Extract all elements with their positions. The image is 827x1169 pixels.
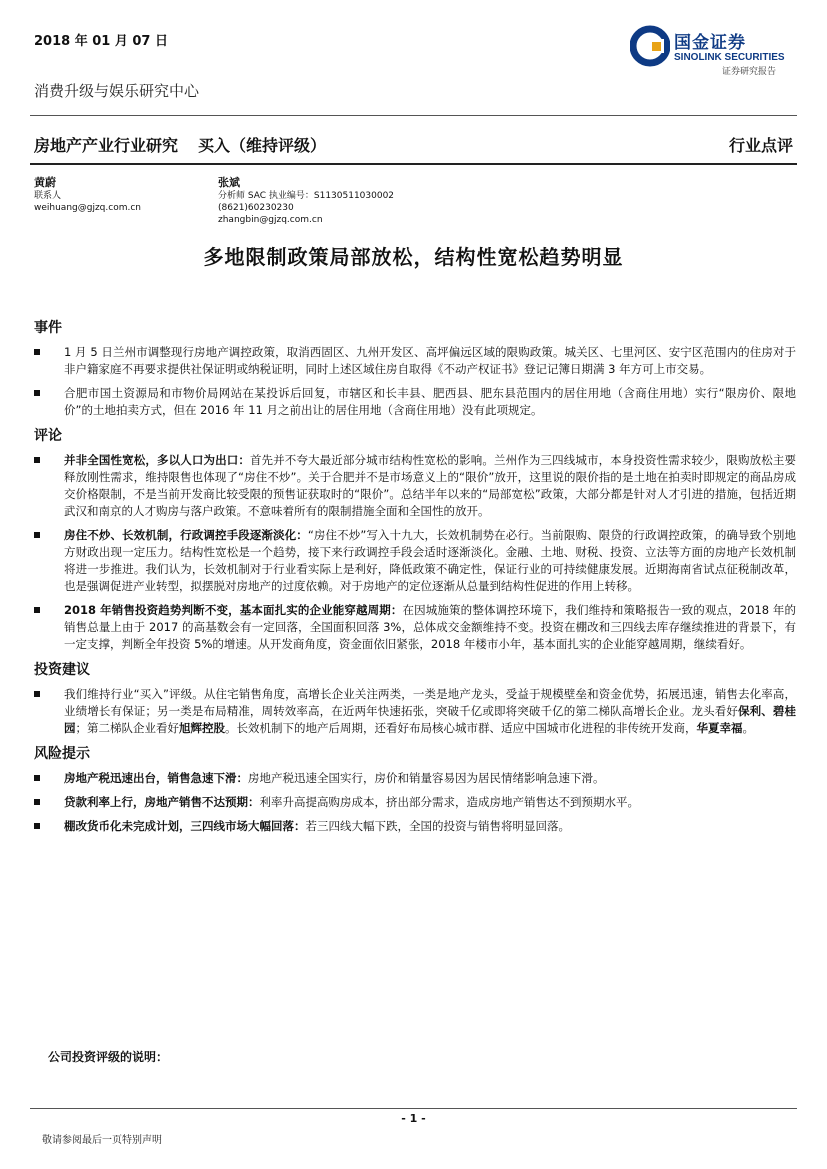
logo-mark-icon xyxy=(630,24,670,68)
report-category: 行业点评 xyxy=(728,136,793,155)
section-heading-comment: 评论 xyxy=(34,428,62,444)
section-heading-advice: 投资建议 xyxy=(34,662,90,678)
list-item: 并非全国性宽松，多以人口为出口：首先并不夸大最近部分城市结构性宽松的影响。兰州作为三四线城市，本身投资性需求较少，限购放松主要释放刚性需求，维持限售也体现了“房住不炒”。关于合肥并不是市场意义上的“限价”放开，这里说的限价指的是土地在拍卖时即规定的商品房成交价格限制，不是当前开发商比较受限的预售证获取时的“限价”。总结半年以来的“局部宽松”政策，大部分都是针对人才引进的措施，包括近期武汉和南京的人才购房与落户政策。不意味着所有的限制措施全面和全国性的放开。 xyxy=(34,452,796,520)
rating-note-label: 公司投资评级的说明： xyxy=(48,1050,169,1064)
author-email: zhangbin@gjzq.com.cn xyxy=(218,215,323,225)
list-item: 房住不炒、长效机制，行政调控手段逐渐淡化：“房住不炒”写入十九大，长效机制势在必行。当前限购、限贷的行政调控政策，的确导致个别地方财政出现一定压力。结构性宽松是一个趋势，接下来行政调控手段会适时逐渐淡化。金融、土地、财税、投资、立法等方面的房地产长效机制将进一步推进。我们认为，长效机制对于行业看实际上是利好，降低政策不确定性，保证行业的可持续健康发展。近期海南省试点征税制改革，也是强调促进产业转型，拟摆脱对房地产的过度依赖。对于房地产的定位逐渐从总量到结构性促进的作用上转移。 xyxy=(34,527,796,595)
bullet-square-icon xyxy=(34,390,40,396)
list-item: 房地产税迅速出台，销售急速下滑：房地产税迅速全国实行，房价和销量容易因为居民情绪影响急速下滑。 xyxy=(34,770,796,787)
section-heading-risk: 风险提示 xyxy=(34,746,90,762)
page-number: - 1 - xyxy=(401,1112,426,1125)
author-block-2 xyxy=(218,175,394,226)
bullet-square-icon xyxy=(34,691,40,697)
report-date: 2018 年 01 月 07 日 xyxy=(34,34,168,49)
author-name: 黄蔚 xyxy=(34,176,56,189)
rating-badge: 买入（维持评级） xyxy=(198,136,327,155)
section-heading-event: 事件 xyxy=(34,320,62,336)
list-item: 合肥市国土资源局和市物价局网站在某投诉后回复，市辖区和长丰县、肥西县、肥东县范围内的居住用地（含商住用地）实行“限房价、限地价”的土地拍卖方式，但在 2016 年 11 月之前出让的居住用地（含商住用地）没有此项规定。 xyxy=(34,385,796,419)
bullet-square-icon xyxy=(34,823,40,829)
author-license: 分析师 SAC 执业编号：S1130511030002 xyxy=(218,191,395,201)
report-body xyxy=(34,318,796,842)
list-item: 1 月 5 日兰州市调整现行房地产调控政策，取消西固区、九州开发区、高坪偏远区域的限购政策。城关区、七里河区、安宁区范围内的住房对于非户籍家庭不再要求提供社保证明或纳税证明，同时上述区域住房自取得《不动产权证书》登记记簿日期满 3 年方可上市交易。 xyxy=(34,344,796,378)
list-item: 我们维持行业“买入”评级。从住宅销售角度，高增长企业关注两类，一类是地产龙头，受益于规模壁垒和资金优势，拓展迅速，销售去化率高，业绩增长有保证；另一类是布局精准，周转效率高，在近两年快速拓张，突破千亿或即将突破千亿的第二梯队高增长企业。龙头看好保利、碧桂园；第二梯队企业看好旭辉控股。长效机制下的地产后周期，还看好布局核心城市群、适应中国城市化进程的非传统开发商，华夏幸福。 xyxy=(34,686,796,737)
list-item: 棚改货币化未完成计划，三四线市场大幅回落：若三四线大幅下跌，全国的投资与销售将明显回落。 xyxy=(34,818,796,835)
header-divider-top xyxy=(30,115,797,116)
author-role: 联系人 xyxy=(34,191,62,201)
bullet-square-icon xyxy=(34,799,40,805)
author-block-1 xyxy=(34,175,141,214)
author-phone: (8621)60230230 xyxy=(218,203,294,213)
bullet-square-icon xyxy=(34,349,40,355)
industry-rating-line xyxy=(34,133,346,156)
bullet-square-icon xyxy=(34,532,40,538)
bullet-square-icon xyxy=(34,607,40,613)
report-type-label: 证券研究报告 xyxy=(722,67,777,77)
research-center-name: 消费升级与娱乐研究中心 xyxy=(34,82,200,100)
bullet-square-icon xyxy=(34,457,40,463)
list-item: 贷款利率上行，房地产销售不达预期：利率升高提高购房成本，挤出部分需求，造成房地产销售达不到预期水平。 xyxy=(34,794,796,811)
footer-divider xyxy=(30,1108,797,1109)
author-email: weihuang@gjzq.com.cn xyxy=(34,203,141,213)
industry-name: 房地产产业行业研究 xyxy=(34,136,179,155)
header-divider-bottom xyxy=(30,163,797,165)
report-title: 多地限制政策局部放松，结构性宽松趋势明显 xyxy=(203,245,624,269)
list-item: 2018 年销售投资趋势判断不变，基本面扎实的企业能穿越周期：在因城施策的整体调控环境下，我们维持和策略报告一致的观点，2018 年的销售总量上由于 2017 的高基数会有一定回落，全国面积回落 3%，总体成交金额维持不变。投资在棚改和三四线去库存继续推进的背景下，有一定支撑，判断全年投资 5%的增速。从开发商角度，资金面依旧紧张，2018 年楼市小年，基本面扎实的企业能穿越周期，继续看好。 xyxy=(34,602,796,653)
logo-english-name: SINOLINK SECURITIES xyxy=(674,52,785,63)
author-name: 张斌 xyxy=(218,176,240,189)
disclaimer-note: 敬请参阅最后一页特别声明 xyxy=(42,1135,162,1146)
bullet-square-icon xyxy=(34,775,40,781)
logo-chinese-name: 国金证券 xyxy=(674,33,746,53)
